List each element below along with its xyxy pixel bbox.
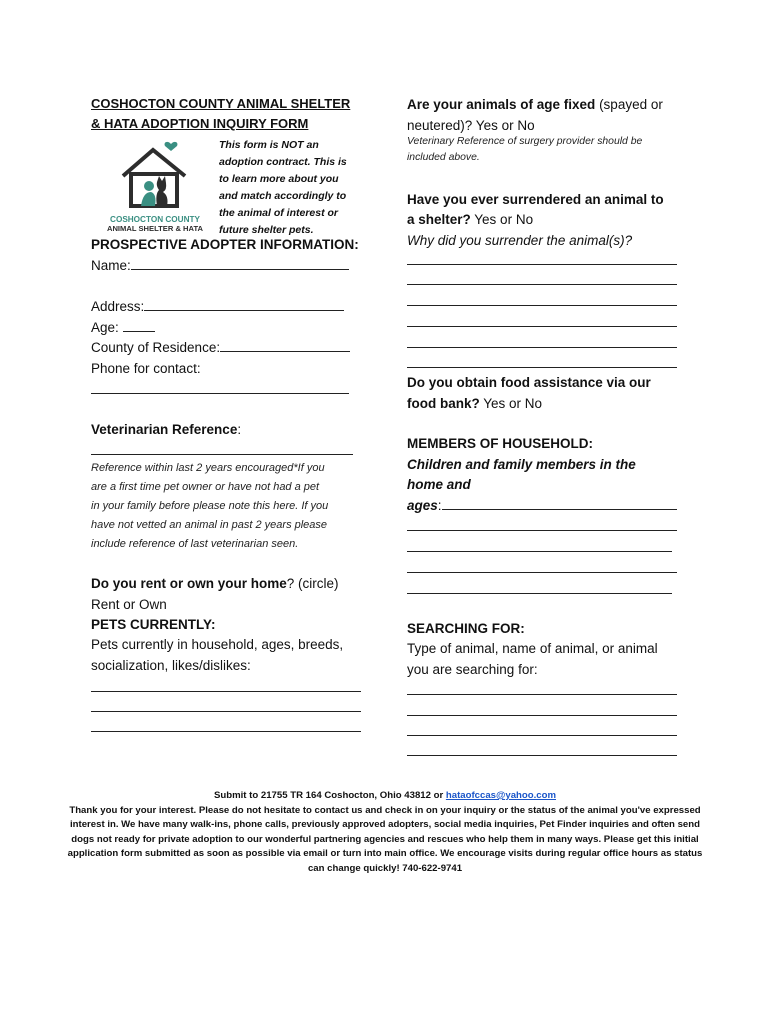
not-contract-notice [219,137,369,239]
surrender-question-line2[interactable] [407,210,533,231]
vet-note-line: include reference of last veterinarian seen. [91,538,299,550]
shelter-logo [95,140,215,232]
household-sub-line1: Children and family members in the [407,457,636,472]
pets-currently-heading: PETS CURRENTLY: [91,617,216,632]
pets-description-line2: socialization, likes/dislikes: [91,658,251,673]
phone-label: Phone for contact: [91,361,201,376]
surrender-input-line[interactable] [407,326,677,327]
surrender-input-line[interactable] [407,264,677,265]
household-ages-label: ages [407,498,438,513]
food-question-line2[interactable] [407,394,542,415]
vet-reference-note [91,459,376,554]
rent-question-text: Do you rent or own your home [91,576,287,591]
footer [65,789,705,877]
rent-question-suffix: ? (circle) [286,576,339,591]
fixed-question-line1 [407,95,663,116]
household-input-line[interactable] [442,497,677,510]
submit-line [65,789,705,804]
searching-heading: SEARCHING FOR: [407,621,525,636]
searching-description-line2: you are searching for: [407,662,538,677]
pets-description-line1: Pets currently in household, ages, breeds, [91,637,344,652]
form-title-line2: & HATA ADOPTION INQUIRY FORM [91,116,309,131]
notice-line: adoption contract. This is [219,156,347,168]
prospective-adopter-heading: PROSPECTIVE ADOPTER INFORMATION: [91,237,359,252]
food-question-bold: food bank? [407,396,480,411]
vet-reference-label: Veterinarian Reference [91,422,238,437]
household-input-line[interactable] [407,530,677,531]
surrender-input-line[interactable] [407,305,677,306]
vet-note-line: in your family before please note this here. If you [91,500,329,512]
logo-text-line1: COSHOCTON COUNTY [110,215,200,224]
house-logo-icon [95,140,215,210]
household-sub-line2: home and [407,477,471,492]
searching-input-line[interactable] [407,755,677,756]
surrender-question-options: Yes or No [470,212,534,227]
surrender-question-bold: a shelter? [407,212,471,227]
household-input-line[interactable] [407,572,677,573]
county-input-line[interactable] [220,339,350,352]
vet-note-line: have not vetted an animal in past 2 years please [91,519,328,531]
pets-input-line[interactable] [91,731,361,732]
county-label: County of Residence: [91,340,221,355]
household-heading: MEMBERS OF HOUSEHOLD: [407,436,594,451]
logo-text-line2: ANIMAL SHELTER & HATA [106,224,204,233]
email-link[interactable]: hataofccas@yahoo.com [445,790,557,801]
fixed-note-line1: Veterinary Reference of surgery provider should be [407,136,643,147]
vet-note-line: Reference within last 2 years encouraged*If you [91,462,325,474]
fixed-question-line2[interactable]: neutered)? Yes or No [407,118,535,133]
rent-own-question [91,574,339,595]
notice-line: and match accordingly to [219,190,347,202]
rent-own-options[interactable]: Rent or Own [91,597,167,612]
age-label: Age: [91,320,119,335]
name-label: Name: [91,258,131,273]
address-label: Address: [91,299,145,314]
surrender-why-prompt: Why did you surrender the animal(s)? [407,233,633,248]
fixed-note-line2: included above. [407,152,480,163]
vet-reference-label-wrap [91,420,241,441]
address-field[interactable] [91,297,344,318]
notice-line: to learn more about you [219,173,339,185]
county-field[interactable] [91,338,350,359]
vet-reference-colon: : [237,422,242,437]
searching-input-line[interactable] [407,735,677,736]
searching-input-line[interactable] [407,715,677,716]
vet-reference-input-line[interactable] [91,454,353,455]
notice-line: This form is NOT an [219,139,319,151]
household-input-line[interactable] [407,551,672,552]
name-input-line[interactable] [131,257,349,270]
fixed-question-text: Are your animals of age fixed [407,97,596,112]
household-ages-field[interactable] [407,496,677,517]
food-question-options: Yes or No [479,396,543,411]
surrender-input-line[interactable] [407,347,677,348]
name-field[interactable] [91,256,349,277]
household-ages-colon: : [437,498,442,513]
pets-input-line[interactable] [91,691,361,692]
phone-input-line[interactable] [91,393,349,394]
address-input-line[interactable] [144,298,344,311]
form-title-line1: COSHOCTON COUNTY ANIMAL SHELTER [91,96,351,111]
thank-you-text: Thank you for your interest. Please do not hesitate to contact us and check in on your inquiry or the status of the animal you've expressed interest in. We have many walk-ins, phone calls, previously approved adopters, social media inquiries, Pet Finder inquiries and often send dogs not ready for private adoption to our wonderful partnering agencies and rescues who help them in many ways. Please get this initial application form submitted as soon as possible via email or turn into main office. We encourage visits during regular office hours as status can change quickly! 740-622-9741 [67,804,703,874]
surrender-input-line[interactable] [407,284,677,285]
fixed-question-suffix: (spayed or [595,97,663,112]
surrender-question-line1: Have you ever surrendered an animal to [407,192,664,207]
surrender-input-line[interactable] [407,367,677,368]
food-question-line1: Do you obtain food assistance via our [407,375,651,390]
submit-text: Submit to 21755 TR 164 Coshocton, Ohio 43812 or [213,790,446,801]
notice-line: the animal of interest or [219,207,339,219]
notice-line: future shelter pets. [219,224,314,236]
age-field[interactable] [91,318,155,339]
household-input-line[interactable] [407,593,672,594]
searching-description-line1: Type of animal, name of animal, or animal [407,641,658,656]
searching-input-line[interactable] [407,694,677,695]
pets-input-line[interactable] [91,711,361,712]
age-input-line[interactable] [123,319,155,332]
vet-note-line: are a first time pet owner or have not had a pet [91,481,320,493]
